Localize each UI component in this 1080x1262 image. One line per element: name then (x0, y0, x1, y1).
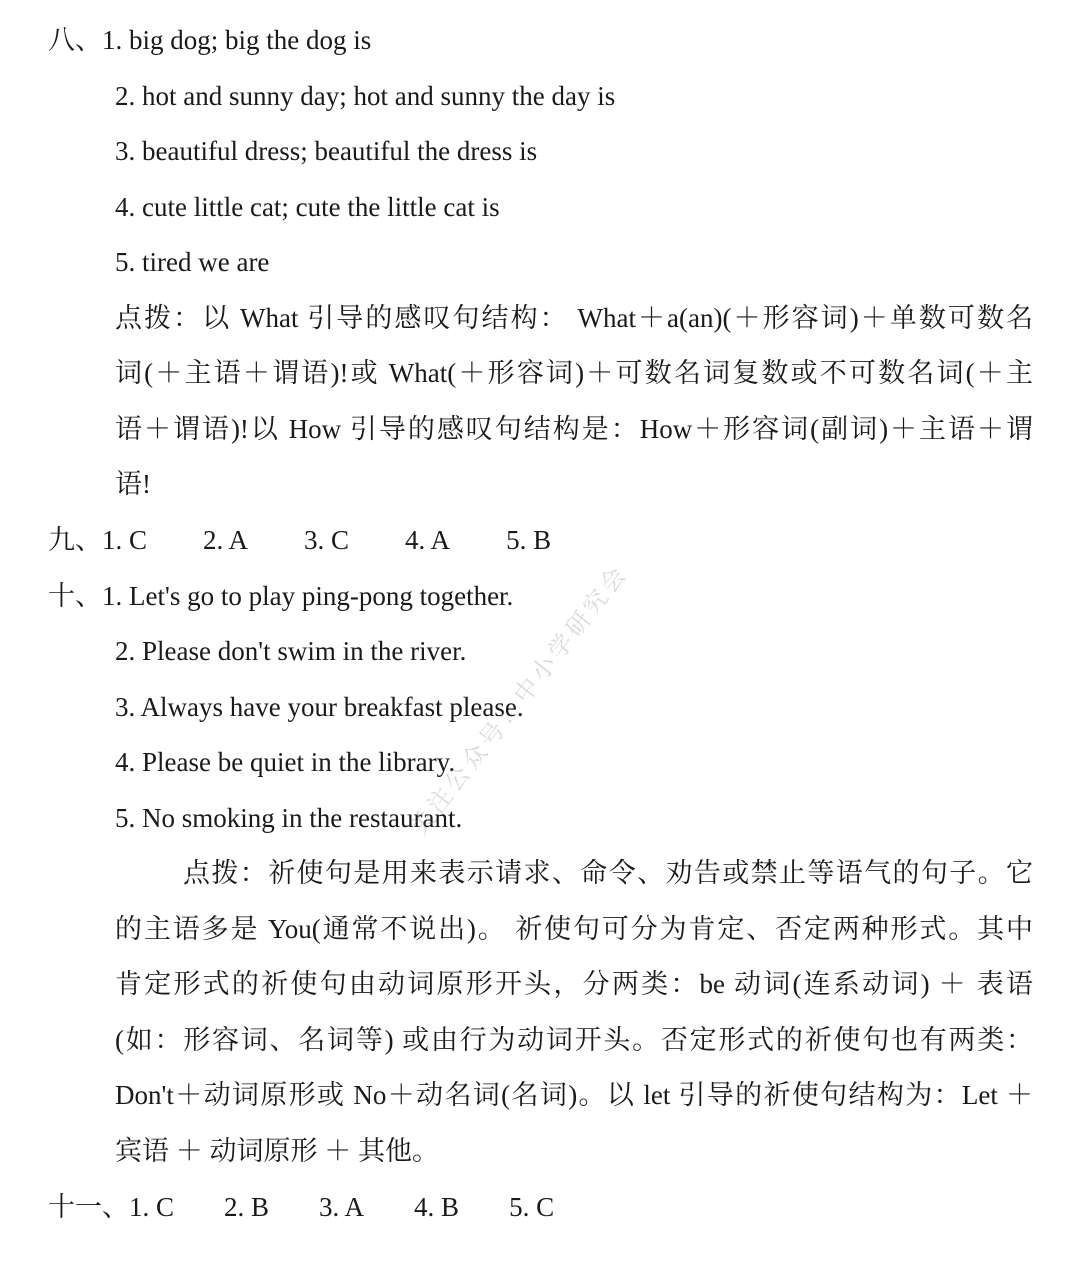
section-8-first-line (48, 20, 371, 60)
section-10-item-5: 5. No smoking in the restaurant. (115, 803, 463, 833)
section-11-answer-2: 2. B (224, 1192, 270, 1222)
section-10-note-line-1: 点拨：祈使句是用来表示请求、命令、劝告或禁止等语气的句子。它 (183, 858, 1033, 888)
section-10-note-line-2: 的主语多是 You(通常不说出)。 祈使句可分为肯定、否定两种形式。其中 (115, 914, 1033, 944)
section-11-answer-3: 3. A (319, 1192, 365, 1222)
section-8-label: 八、 (48, 25, 102, 55)
section-8-note-line-4: 语! (115, 469, 151, 499)
section-10-note-line-3: 肯定形式的祈使句由动词原形开头，分两类：be 动词(连系动词) ＋ 表语 (115, 969, 1033, 999)
section-10-note-line-6: 宾语 ＋ 动词原形 ＋ 其他。 (115, 1136, 439, 1166)
section-9-answer-5: 5. B (506, 525, 552, 555)
section-9-answer-1: 1. C (102, 525, 148, 555)
section-8-note-line-2: 词(＋主语＋谓语)!或 What(＋形容词)＋可数名词复数或不可数名词(＋主 (115, 358, 1033, 388)
section-10-item-4: 4. Please be quiet in the library. (115, 747, 456, 777)
section-10-item-3: 3. Always have your breakfast please. (115, 692, 524, 722)
section-9-answer-4: 4. A (405, 525, 451, 555)
section-9-label: 九、 (48, 525, 102, 555)
section-8-item-5: 5. tired we are (115, 247, 270, 277)
section-8-note-line-1: 点拨：以 What 引导的感叹句结构： What＋a(an)(＋形容词)＋单数可数名 (115, 303, 1033, 333)
section-9-answer-2: 2. A (203, 525, 249, 555)
section-11-answer-5: 5. C (509, 1192, 555, 1222)
section-10-first-line (48, 576, 513, 616)
section-10-note-line-4: (如：形容词、名词等) 或由行为动词开头。否定形式的祈使句也有两类： (115, 1025, 1033, 1055)
section-8-item-4: 4. cute little cat; cute the little cat is (115, 192, 500, 222)
section-8-item-1: 1. big dog; big the dog is (102, 25, 372, 55)
section-8-item-2: 2. hot and sunny day; hot and sunny the day is (115, 81, 616, 111)
section-9-answers (48, 520, 551, 560)
section-10-label: 十、 (48, 581, 102, 611)
section-11-answers (48, 1187, 554, 1227)
section-11-label: 十一、 (48, 1192, 129, 1222)
section-10-note-line-5: Don't＋动词原形或 No＋动名词(名词)。以 let 引导的祈使句结构为：Let ＋ (115, 1080, 1033, 1110)
section-10-item-2: 2. Please don't swim in the river. (115, 636, 467, 666)
section-9-answer-3: 3. C (304, 525, 350, 555)
section-11-answer-4: 4. B (414, 1192, 460, 1222)
section-8-note-line-3: 语＋谓语)!以 How 引导的感叹句结构是：How＋形容词(副词)＋主语＋谓 (115, 414, 1033, 444)
section-10-item-1: 1. Let's go to play ping-pong together. (102, 581, 514, 611)
watermark-text: 关注公众号：中小学研究会 (404, 558, 634, 841)
section-8-item-3: 3. beautiful dress; beautiful the dress is (115, 136, 538, 166)
section-11-answer-1: 1. C (129, 1192, 175, 1222)
